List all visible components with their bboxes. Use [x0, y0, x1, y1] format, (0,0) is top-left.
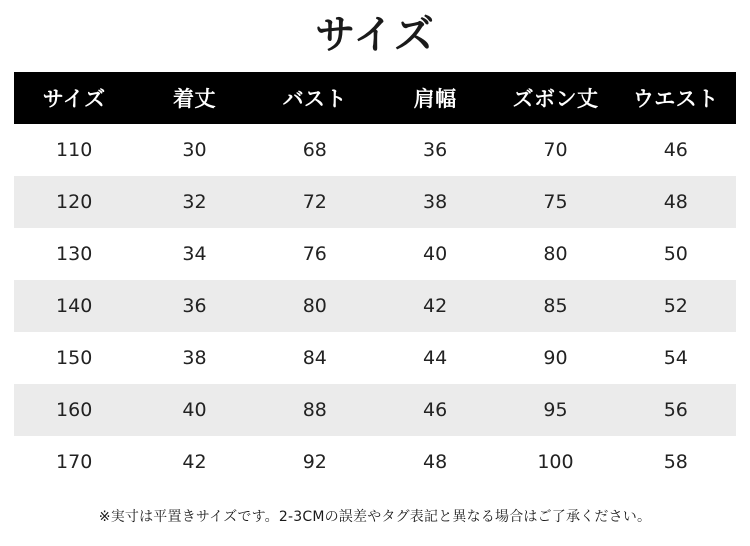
table-row: [14, 332, 736, 384]
cell-pants-length: 100: [495, 436, 615, 488]
cell-bust: 88: [255, 384, 375, 436]
cell-length: 30: [134, 124, 254, 176]
column-header-length: 着丈: [134, 72, 254, 124]
cell-bust: 68: [255, 124, 375, 176]
cell-size: 130: [14, 228, 134, 280]
cell-waist: 58: [616, 436, 736, 488]
cell-length: 36: [134, 280, 254, 332]
column-header-waist: ウエスト: [616, 72, 736, 124]
measurement-note: ※実寸は平置きサイズです。2-3CMの誤差やタグ表記と異なる場合はご了承ください。: [98, 509, 652, 525]
cell-length: 32: [134, 176, 254, 228]
column-header-pants-length: ズボン丈: [495, 72, 615, 124]
cell-waist: 48: [616, 176, 736, 228]
cell-waist: 56: [616, 384, 736, 436]
cell-pants-length: 90: [495, 332, 615, 384]
cell-pants-length: 70: [495, 124, 615, 176]
cell-waist: 46: [616, 124, 736, 176]
cell-bust: 92: [255, 436, 375, 488]
cell-bust: 72: [255, 176, 375, 228]
column-header-shoulder: 肩幅: [375, 72, 495, 124]
cell-shoulder: 46: [375, 384, 495, 436]
cell-length: 34: [134, 228, 254, 280]
table-row: [14, 384, 736, 436]
table-row: [14, 124, 736, 176]
cell-size: 170: [14, 436, 134, 488]
cell-pants-length: 85: [495, 280, 615, 332]
cell-length: 40: [134, 384, 254, 436]
cell-shoulder: 36: [375, 124, 495, 176]
cell-length: 38: [134, 332, 254, 384]
cell-pants-length: 80: [495, 228, 615, 280]
size-table: [14, 72, 736, 488]
table-row: [14, 176, 736, 228]
page-title: サイズ: [315, 12, 435, 58]
cell-size: 120: [14, 176, 134, 228]
cell-shoulder: 48: [375, 436, 495, 488]
cell-waist: 50: [616, 228, 736, 280]
table-row: [14, 280, 736, 332]
cell-shoulder: 38: [375, 176, 495, 228]
cell-size: 160: [14, 384, 134, 436]
cell-shoulder: 42: [375, 280, 495, 332]
cell-shoulder: 44: [375, 332, 495, 384]
cell-size: 110: [14, 124, 134, 176]
column-header-bust: バスト: [255, 72, 375, 124]
cell-length: 42: [134, 436, 254, 488]
cell-bust: 84: [255, 332, 375, 384]
cell-shoulder: 40: [375, 228, 495, 280]
table-row: [14, 436, 736, 488]
cell-pants-length: 95: [495, 384, 615, 436]
cell-pants-length: 75: [495, 176, 615, 228]
cell-bust: 80: [255, 280, 375, 332]
cell-size: 140: [14, 280, 134, 332]
size-table-header: [14, 72, 736, 124]
cell-bust: 76: [255, 228, 375, 280]
cell-waist: 52: [616, 280, 736, 332]
size-table-body: [14, 124, 736, 488]
cell-size: 150: [14, 332, 134, 384]
column-header-size: サイズ: [14, 72, 134, 124]
table-header-row: [14, 72, 736, 124]
cell-waist: 54: [616, 332, 736, 384]
size-table-container: [0, 72, 750, 488]
table-row: [14, 228, 736, 280]
